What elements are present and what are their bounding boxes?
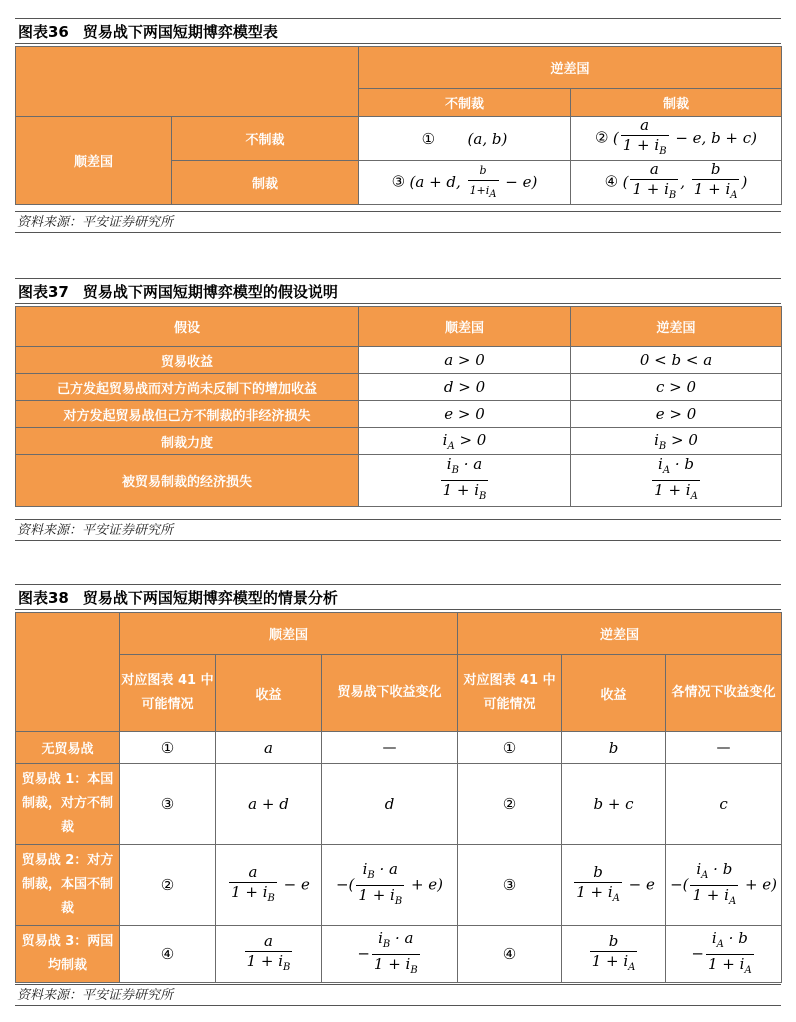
figure-number: 图表38 (18, 589, 69, 607)
header-deficit: 逆差国 (571, 307, 782, 347)
change-deficit: — (666, 732, 782, 764)
figure-38-source: 资料来源：平安证券研究所 (15, 984, 781, 1006)
change-deficit: −( $\frac{i_A \cdot b}{1 + i_A}$ + e) (666, 845, 782, 926)
figure-37-title (15, 278, 781, 304)
case-4-marker: ④ (604, 172, 619, 191)
change-surplus: − $\frac{i_B \cdot a}{1 + i_B}$ (322, 926, 458, 983)
scenario-table (15, 612, 782, 983)
payoff-1: (a, b) (467, 129, 508, 148)
case-surplus: ② (120, 845, 216, 926)
figure-37-source: 资料来源：平安证券研究所 (15, 519, 781, 541)
col-case-surplus: 对应图表 41 中可能情况 (120, 655, 216, 732)
case-2-marker: ② (594, 128, 609, 147)
header-surplus-sanction: 制裁 (172, 161, 359, 205)
change-surplus: −( $\frac{i_B \cdot a}{1 + i_B}$ + e) (322, 845, 458, 926)
payoff-2: ( $\frac{a}{1 + i_B}$ − e, b + c) (612, 116, 758, 157)
income-deficit: $\frac{b}{1 + i_A}$ (562, 926, 666, 983)
income-deficit: b (562, 732, 666, 764)
case-surplus: ① (120, 732, 216, 764)
payoff-cell-3 (359, 161, 571, 205)
change-deficit: c (666, 764, 782, 845)
deficit-value: $i_B > 0$ (571, 428, 782, 455)
case-1-marker: ① (421, 129, 436, 148)
figure-number: 图表37 (18, 283, 69, 301)
col-case-deficit: 对应图表 41 中可能情况 (458, 655, 562, 732)
header-deficit: 逆差国 (458, 613, 782, 655)
header-deficit-sanction: 制裁 (571, 89, 782, 117)
payoff-cell-1 (359, 117, 571, 161)
corner-cell (16, 47, 359, 117)
row-label: 被贸易制裁的经济损失 (16, 455, 359, 507)
income-deficit: b + c (562, 764, 666, 845)
figure-title-text: 贸易战下两国短期博弈模型表 (82, 23, 278, 41)
figure-title-text: 贸易战下两国短期博弈模型的假设说明 (82, 283, 338, 301)
deficit-value: c > 0 (571, 374, 782, 401)
corner-cell (16, 613, 120, 732)
header-surplus: 顺差国 (359, 307, 571, 347)
row-label: 制裁力度 (16, 428, 359, 455)
income-surplus: a + d (216, 764, 322, 845)
case-deficit: ② (458, 764, 562, 845)
payoff-3: (a + d, $\frac{b}{1+i_A}$ − e) (409, 163, 538, 201)
row-label-no-trade-war: 无贸易战 (16, 732, 120, 764)
figure-title-text: 贸易战下两国短期博弈模型的情景分析 (82, 589, 338, 607)
assumption-table (15, 306, 782, 507)
col-change-deficit: 各情况下收益变化 (666, 655, 782, 732)
row-label-trade-war-2: 贸易战 2：对方制裁，本国不制裁 (16, 845, 120, 926)
income-surplus: $\frac{a}{1 + i_B}$ − e (216, 845, 322, 926)
deficit-value: 0 < b < a (571, 347, 782, 374)
income-surplus: $\frac{a}{1 + i_B}$ (216, 926, 322, 983)
case-deficit: ① (458, 732, 562, 764)
figure-36-title (15, 18, 781, 44)
figure-number: 图表36 (18, 23, 69, 41)
payoff-cell-2 (571, 117, 782, 161)
case-deficit: ③ (458, 845, 562, 926)
row-label-trade-war-3: 贸易战 3：两国均制裁 (16, 926, 120, 983)
header-deficit: 逆差国 (359, 47, 782, 89)
income-deficit: $\frac{b}{1 + i_A}$ − e (562, 845, 666, 926)
change-deficit: − $\frac{i_A \cdot b}{1 + i_A}$ (666, 926, 782, 983)
case-surplus: ③ (120, 764, 216, 845)
figure-38-title (15, 584, 781, 610)
col-income-deficit: 收益 (562, 655, 666, 732)
surplus-value: $\frac{i_B \cdot a}{1 + i_B}$ (359, 455, 571, 507)
case-deficit: ④ (458, 926, 562, 983)
header-surplus-no-sanction: 不制裁 (172, 117, 359, 161)
case-surplus: ④ (120, 926, 216, 983)
header-surplus: 顺差国 (120, 613, 458, 655)
row-label: 对方发起贸易战但己方不制裁的非经济损失 (16, 401, 359, 428)
header-surplus: 顺差国 (16, 117, 172, 205)
row-label-trade-war-1: 贸易战 1：本国制裁，对方不制裁 (16, 764, 120, 845)
deficit-value: e > 0 (571, 401, 782, 428)
col-income-surplus: 收益 (216, 655, 322, 732)
surplus-value: $i_A > 0$ (359, 428, 571, 455)
surplus-value: a > 0 (359, 347, 571, 374)
col-change-surplus: 贸易战下收益变化 (322, 655, 458, 732)
payoff-4: ( $\frac{a}{1 + i_B}$ , $\frac{b}{1 + i_A}$ ) (622, 160, 748, 201)
change-surplus: — (322, 732, 458, 764)
row-label: 己方发起贸易战而对方尚未反制下的增加收益 (16, 374, 359, 401)
figure-36-source: 资料来源：平安证券研究所 (15, 211, 781, 233)
deficit-value: $\frac{i_A \cdot b}{1 + i_A}$ (571, 455, 782, 507)
payoff-cell-4 (571, 161, 782, 205)
surplus-value: e > 0 (359, 401, 571, 428)
header-deficit-no-sanction: 不制裁 (359, 89, 571, 117)
case-3-marker: ③ (391, 172, 406, 191)
row-label: 贸易收益 (16, 347, 359, 374)
change-surplus: d (322, 764, 458, 845)
surplus-value: d > 0 (359, 374, 571, 401)
game-model-table (15, 46, 782, 205)
header-assumption: 假设 (16, 307, 359, 347)
income-surplus: a (216, 732, 322, 764)
